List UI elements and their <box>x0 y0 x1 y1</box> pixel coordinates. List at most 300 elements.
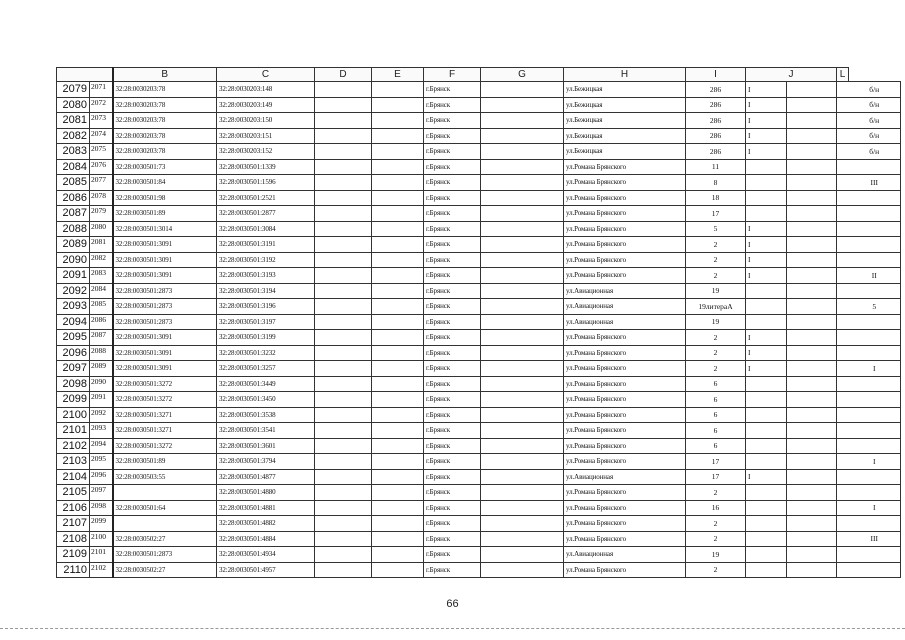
cell-l-spacer[interactable] <box>837 392 849 408</box>
cadastral-number-cell[interactable]: 32:28:0030501:3191 <box>217 237 315 253</box>
seq-number-cell[interactable]: 2101 <box>90 547 113 563</box>
cadastral-number-cell[interactable]: 32:28:0030501:3084 <box>217 221 315 237</box>
cell-e[interactable] <box>372 485 424 501</box>
cell-e[interactable] <box>372 361 424 377</box>
house-number-cell[interactable]: 6 <box>686 438 746 454</box>
seq-number-cell[interactable]: 2088 <box>90 345 113 361</box>
cadastral-number-cell[interactable]: 32:28:0030501:3194 <box>217 283 315 299</box>
city-cell[interactable]: г.Брянск <box>424 221 481 237</box>
cadastral-number-cell[interactable]: 32:28:0030501:3449 <box>217 376 315 392</box>
cell-g[interactable] <box>481 299 564 315</box>
city-cell[interactable]: г.Брянск <box>424 345 481 361</box>
row-number-cell[interactable]: 2101 <box>57 423 90 439</box>
cell-k[interactable] <box>787 314 837 330</box>
cadastral-parent-cell[interactable]: 32:28:0030501:3271 <box>113 423 217 439</box>
street-cell[interactable]: ул.Романа Брянского <box>564 376 686 392</box>
seq-number-cell[interactable]: 2073 <box>90 113 113 129</box>
cell-d[interactable] <box>315 221 372 237</box>
house-number-cell[interactable]: 2 <box>686 361 746 377</box>
city-cell[interactable]: г.Брянск <box>424 190 481 206</box>
cell-l[interactable] <box>849 392 901 408</box>
cell-l-spacer[interactable] <box>837 423 849 439</box>
cell-e[interactable] <box>372 407 424 423</box>
cadastral-parent-cell[interactable]: 32:28:0030501:3272 <box>113 392 217 408</box>
cell-l-spacer[interactable] <box>837 299 849 315</box>
cell-g[interactable] <box>481 221 564 237</box>
column-header-i[interactable]: I <box>686 68 746 82</box>
cell-l[interactable]: б/н <box>849 128 901 144</box>
cell-j[interactable] <box>746 159 787 175</box>
cell-d[interactable] <box>315 438 372 454</box>
cadastral-parent-cell[interactable]: 32:28:0030501:3091 <box>113 330 217 346</box>
cell-e[interactable] <box>372 144 424 160</box>
cell-g[interactable] <box>481 407 564 423</box>
row-number-cell[interactable]: 2106 <box>57 500 90 516</box>
row-number-cell[interactable]: 2103 <box>57 454 90 470</box>
cell-l-spacer[interactable] <box>837 469 849 485</box>
city-cell[interactable]: г.Брянск <box>424 128 481 144</box>
cell-j[interactable] <box>746 531 787 547</box>
cell-k[interactable] <box>787 144 837 160</box>
cell-g[interactable] <box>481 175 564 191</box>
cell-d[interactable] <box>315 361 372 377</box>
house-number-cell[interactable]: 19 <box>686 283 746 299</box>
cell-k[interactable] <box>787 175 837 191</box>
row-number-cell[interactable]: 2092 <box>57 283 90 299</box>
cell-e[interactable] <box>372 268 424 284</box>
cell-g[interactable] <box>481 252 564 268</box>
cell-l[interactable]: III <box>849 531 901 547</box>
cadastral-parent-cell[interactable]: 32:28:0030501:3091 <box>113 361 217 377</box>
column-header-d[interactable]: D <box>315 68 372 82</box>
house-number-cell[interactable]: 8 <box>686 175 746 191</box>
cell-k[interactable] <box>787 283 837 299</box>
cell-g[interactable] <box>481 361 564 377</box>
cadastral-parent-cell[interactable]: 32:28:0030501:89 <box>113 454 217 470</box>
row-number-cell[interactable]: 2097 <box>57 361 90 377</box>
cell-d[interactable] <box>315 345 372 361</box>
cell-k[interactable] <box>787 190 837 206</box>
cadastral-number-cell[interactable]: 32:28:0030501:3192 <box>217 252 315 268</box>
cell-g[interactable] <box>481 485 564 501</box>
cell-l-spacer[interactable] <box>837 82 849 98</box>
street-cell[interactable]: ул.Романа Брянского <box>564 206 686 222</box>
house-number-cell[interactable]: 16 <box>686 500 746 516</box>
cell-e[interactable] <box>372 531 424 547</box>
cell-l[interactable] <box>849 438 901 454</box>
cell-l-spacer[interactable] <box>837 438 849 454</box>
cell-l[interactable]: I <box>849 361 901 377</box>
cadastral-parent-cell[interactable]: 32:28:0030502:27 <box>113 531 217 547</box>
cadastral-parent-cell[interactable]: 32:28:0030501:64 <box>113 500 217 516</box>
cell-e[interactable] <box>372 500 424 516</box>
city-cell[interactable]: г.Брянск <box>424 547 481 563</box>
cell-d[interactable] <box>315 113 372 129</box>
cell-k[interactable] <box>787 345 837 361</box>
seq-number-cell[interactable]: 2098 <box>90 500 113 516</box>
cell-l-spacer[interactable] <box>837 361 849 377</box>
cell-d[interactable] <box>315 299 372 315</box>
city-cell[interactable]: г.Брянск <box>424 500 481 516</box>
column-header-l[interactable]: L <box>837 68 849 82</box>
column-header-h[interactable]: H <box>564 68 686 82</box>
cadastral-number-cell[interactable]: 32:28:0030501:2877 <box>217 206 315 222</box>
cell-l[interactable] <box>849 314 901 330</box>
cell-d[interactable] <box>315 423 372 439</box>
street-cell[interactable]: ул.Авиационная <box>564 469 686 485</box>
cell-e[interactable] <box>372 159 424 175</box>
house-number-cell[interactable]: 2 <box>686 268 746 284</box>
cell-j[interactable]: I <box>746 113 787 129</box>
cadastral-number-cell[interactable]: 32:28:0030203:151 <box>217 128 315 144</box>
cell-l-spacer[interactable] <box>837 547 849 563</box>
street-cell[interactable]: ул.Романа Брянского <box>564 531 686 547</box>
cell-d[interactable] <box>315 516 372 532</box>
city-cell[interactable]: г.Брянск <box>424 159 481 175</box>
row-number-cell[interactable]: 2090 <box>57 252 90 268</box>
row-number-cell[interactable]: 2081 <box>57 113 90 129</box>
cell-l[interactable] <box>849 330 901 346</box>
row-number-cell[interactable]: 2091 <box>57 268 90 284</box>
cell-e[interactable] <box>372 113 424 129</box>
cadastral-number-cell[interactable]: 32:28:0030501:3794 <box>217 454 315 470</box>
cadastral-parent-cell[interactable]: 32:28:0030501:2873 <box>113 283 217 299</box>
cell-g[interactable] <box>481 438 564 454</box>
cell-e[interactable] <box>372 345 424 361</box>
seq-number-cell[interactable]: 2078 <box>90 190 113 206</box>
city-cell[interactable]: г.Брянск <box>424 376 481 392</box>
cadastral-parent-cell[interactable]: 32:28:0030501:3091 <box>113 345 217 361</box>
cell-d[interactable] <box>315 144 372 160</box>
column-header-e[interactable]: E <box>372 68 424 82</box>
row-number-cell[interactable]: 2104 <box>57 469 90 485</box>
cell-j[interactable]: I <box>746 469 787 485</box>
cell-e[interactable] <box>372 438 424 454</box>
row-number-cell[interactable]: 2109 <box>57 547 90 563</box>
cell-j[interactable]: I <box>746 330 787 346</box>
cell-g[interactable] <box>481 531 564 547</box>
cell-d[interactable] <box>315 175 372 191</box>
cell-e[interactable] <box>372 469 424 485</box>
cadastral-number-cell[interactable]: 32:28:0030203:148 <box>217 82 315 98</box>
cell-e[interactable] <box>372 516 424 532</box>
cell-j[interactable] <box>746 516 787 532</box>
cell-l-spacer[interactable] <box>837 206 849 222</box>
cell-k[interactable] <box>787 268 837 284</box>
seq-number-cell[interactable]: 2074 <box>90 128 113 144</box>
cadastral-number-cell[interactable]: 32:28:0030501:3450 <box>217 392 315 408</box>
house-number-cell[interactable]: 6 <box>686 376 746 392</box>
cadastral-parent-cell[interactable]: 32:28:0030501:98 <box>113 190 217 206</box>
cell-l[interactable]: б/н <box>849 82 901 98</box>
street-cell[interactable]: ул.Романа Брянского <box>564 268 686 284</box>
cell-d[interactable] <box>315 469 372 485</box>
row-number-cell[interactable]: 2102 <box>57 438 90 454</box>
cadastral-number-cell[interactable]: 32:28:0030501:3199 <box>217 330 315 346</box>
cell-j[interactable] <box>746 485 787 501</box>
cell-l[interactable]: II <box>849 268 901 284</box>
cell-k[interactable] <box>787 97 837 113</box>
row-number-cell[interactable]: 2087 <box>57 206 90 222</box>
seq-number-cell[interactable]: 2071 <box>90 82 113 98</box>
cadastral-parent-cell[interactable]: 32:28:0030501:89 <box>113 206 217 222</box>
cell-l-spacer[interactable] <box>837 159 849 175</box>
cadastral-parent-cell[interactable]: 32:28:0030502:27 <box>113 562 217 578</box>
cadastral-parent-cell[interactable] <box>113 516 217 532</box>
cell-e[interactable] <box>372 190 424 206</box>
cell-l[interactable]: I <box>849 500 901 516</box>
seq-number-cell[interactable]: 2089 <box>90 361 113 377</box>
cell-j[interactable] <box>746 206 787 222</box>
street-cell[interactable]: ул.Авиационная <box>564 547 686 563</box>
row-number-cell[interactable]: 2084 <box>57 159 90 175</box>
cell-l-spacer[interactable] <box>837 221 849 237</box>
row-number-cell[interactable]: 2082 <box>57 128 90 144</box>
row-number-cell[interactable]: 2083 <box>57 144 90 160</box>
cell-j[interactable]: I <box>746 82 787 98</box>
cadastral-number-cell[interactable]: 32:28:0030501:3232 <box>217 345 315 361</box>
cadastral-parent-cell[interactable]: 32:28:0030501:2873 <box>113 547 217 563</box>
cadastral-number-cell[interactable]: 32:28:0030501:3538 <box>217 407 315 423</box>
cadastral-number-cell[interactable]: 32:28:0030501:4882 <box>217 516 315 532</box>
cadastral-number-cell[interactable]: 32:28:0030203:149 <box>217 97 315 113</box>
cell-k[interactable] <box>787 206 837 222</box>
cell-j[interactable] <box>746 190 787 206</box>
cadastral-parent-cell[interactable]: 32:28:0030501:2873 <box>113 299 217 315</box>
cell-e[interactable] <box>372 175 424 191</box>
cell-e[interactable] <box>372 221 424 237</box>
cell-e[interactable] <box>372 547 424 563</box>
seq-number-cell[interactable]: 2080 <box>90 221 113 237</box>
cell-l[interactable]: 5 <box>849 299 901 315</box>
cell-l-spacer[interactable] <box>837 128 849 144</box>
street-cell[interactable]: ул.Авиационная <box>564 314 686 330</box>
seq-number-cell[interactable]: 2100 <box>90 531 113 547</box>
cell-e[interactable] <box>372 237 424 253</box>
cadastral-number-cell[interactable]: 32:28:0030501:4957 <box>217 562 315 578</box>
seq-number-cell[interactable]: 2091 <box>90 392 113 408</box>
cell-l[interactable]: I <box>849 454 901 470</box>
cell-k[interactable] <box>787 376 837 392</box>
city-cell[interactable]: г.Брянск <box>424 485 481 501</box>
city-cell[interactable]: г.Брянск <box>424 97 481 113</box>
cell-g[interactable] <box>481 423 564 439</box>
city-cell[interactable]: г.Брянск <box>424 531 481 547</box>
cell-j[interactable]: I <box>746 268 787 284</box>
cadastral-number-cell[interactable]: 32:28:0030501:4880 <box>217 485 315 501</box>
city-cell[interactable]: г.Брянск <box>424 314 481 330</box>
street-cell[interactable]: ул.Бежицкая <box>564 97 686 113</box>
seq-number-cell[interactable]: 2083 <box>90 268 113 284</box>
city-cell[interactable]: г.Брянск <box>424 423 481 439</box>
city-cell[interactable]: г.Брянск <box>424 237 481 253</box>
house-number-cell[interactable]: 2 <box>686 516 746 532</box>
cell-l-spacer[interactable] <box>837 562 849 578</box>
cell-j[interactable]: I <box>746 128 787 144</box>
cadastral-number-cell[interactable]: 32:28:0030501:3193 <box>217 268 315 284</box>
street-cell[interactable]: ул.Романа Брянского <box>564 175 686 191</box>
seq-number-cell[interactable]: 2075 <box>90 144 113 160</box>
cell-l-spacer[interactable] <box>837 407 849 423</box>
column-header-c[interactable]: C <box>217 68 315 82</box>
cadastral-parent-cell[interactable]: 32:28:0030203:78 <box>113 113 217 129</box>
cell-l[interactable] <box>849 516 901 532</box>
cadastral-parent-cell[interactable]: 32:28:0030501:3014 <box>113 221 217 237</box>
cadastral-number-cell[interactable]: 32:28:0030203:152 <box>217 144 315 160</box>
cell-k[interactable] <box>787 485 837 501</box>
cell-g[interactable] <box>481 206 564 222</box>
cell-l[interactable] <box>849 407 901 423</box>
seq-number-cell[interactable]: 2076 <box>90 159 113 175</box>
cadastral-number-cell[interactable]: 32:28:0030501:3197 <box>217 314 315 330</box>
city-cell[interactable]: г.Брянск <box>424 175 481 191</box>
cell-l-spacer[interactable] <box>837 144 849 160</box>
city-cell[interactable]: г.Брянск <box>424 407 481 423</box>
cell-k[interactable] <box>787 128 837 144</box>
house-number-cell[interactable]: 18 <box>686 190 746 206</box>
cell-l[interactable] <box>849 345 901 361</box>
cell-l-spacer[interactable] <box>837 175 849 191</box>
cell-d[interactable] <box>315 500 372 516</box>
cadastral-parent-cell[interactable]: 32:28:0030501:84 <box>113 175 217 191</box>
cell-g[interactable] <box>481 237 564 253</box>
city-cell[interactable]: г.Брянск <box>424 454 481 470</box>
cell-g[interactable] <box>481 469 564 485</box>
cell-e[interactable] <box>372 128 424 144</box>
city-cell[interactable]: г.Брянск <box>424 113 481 129</box>
city-cell[interactable]: г.Брянск <box>424 82 481 98</box>
street-cell[interactable]: ул.Романа Брянского <box>564 407 686 423</box>
seq-number-cell[interactable]: 2085 <box>90 299 113 315</box>
cell-g[interactable] <box>481 97 564 113</box>
cell-d[interactable] <box>315 128 372 144</box>
cell-l[interactable] <box>849 423 901 439</box>
cell-j[interactable] <box>746 407 787 423</box>
cadastral-number-cell[interactable]: 32:28:0030501:4934 <box>217 547 315 563</box>
house-number-cell[interactable]: 19литераА <box>686 299 746 315</box>
cell-e[interactable] <box>372 283 424 299</box>
cell-j[interactable] <box>746 175 787 191</box>
cell-l-spacer[interactable] <box>837 500 849 516</box>
cadastral-parent-cell[interactable]: 32:28:0030501:3272 <box>113 376 217 392</box>
cell-j[interactable] <box>746 423 787 439</box>
cell-e[interactable] <box>372 423 424 439</box>
cell-d[interactable] <box>315 562 372 578</box>
row-number-cell[interactable]: 2093 <box>57 299 90 315</box>
cadastral-parent-cell[interactable]: 32:28:0030501:3272 <box>113 438 217 454</box>
house-number-cell[interactable]: 17 <box>686 469 746 485</box>
house-number-cell[interactable]: 286 <box>686 128 746 144</box>
cell-d[interactable] <box>315 485 372 501</box>
house-number-cell[interactable]: 2 <box>686 330 746 346</box>
street-cell[interactable]: ул.Бежицкая <box>564 144 686 160</box>
cell-g[interactable] <box>481 500 564 516</box>
seq-number-cell[interactable]: 2079 <box>90 206 113 222</box>
cadastral-parent-cell[interactable]: 32:28:0030203:78 <box>113 82 217 98</box>
cell-j[interactable]: I <box>746 361 787 377</box>
cadastral-parent-cell[interactable]: 32:28:0030501:73 <box>113 159 217 175</box>
row-number-cell[interactable]: 2107 <box>57 516 90 532</box>
cadastral-number-cell[interactable]: 32:28:0030203:150 <box>217 113 315 129</box>
cadastral-parent-cell[interactable]: 32:28:0030203:78 <box>113 144 217 160</box>
cell-l-spacer[interactable] <box>837 237 849 253</box>
cell-l-spacer[interactable] <box>837 454 849 470</box>
cell-d[interactable] <box>315 314 372 330</box>
street-cell[interactable]: ул.Романа Брянского <box>564 361 686 377</box>
seq-number-cell[interactable]: 2095 <box>90 454 113 470</box>
cadastral-parent-cell[interactable]: 32:28:0030501:3271 <box>113 407 217 423</box>
cell-j[interactable]: I <box>746 345 787 361</box>
cell-j[interactable] <box>746 392 787 408</box>
house-number-cell[interactable]: 6 <box>686 392 746 408</box>
city-cell[interactable]: г.Брянск <box>424 252 481 268</box>
cell-g[interactable] <box>481 159 564 175</box>
cadastral-number-cell[interactable]: 32:28:0030501:4877 <box>217 469 315 485</box>
cell-k[interactable] <box>787 252 837 268</box>
cell-d[interactable] <box>315 159 372 175</box>
cell-j[interactable] <box>746 454 787 470</box>
row-number-cell[interactable]: 2108 <box>57 531 90 547</box>
seq-number-cell[interactable]: 2097 <box>90 485 113 501</box>
cell-g[interactable] <box>481 392 564 408</box>
seq-number-cell[interactable]: 2077 <box>90 175 113 191</box>
seq-number-cell[interactable]: 2087 <box>90 330 113 346</box>
cell-k[interactable] <box>787 562 837 578</box>
cell-j[interactable] <box>746 376 787 392</box>
seq-number-cell[interactable]: 2093 <box>90 423 113 439</box>
cell-d[interactable] <box>315 237 372 253</box>
cell-l[interactable]: б/н <box>849 97 901 113</box>
cell-j[interactable]: I <box>746 252 787 268</box>
street-cell[interactable]: ул.Романа Брянского <box>564 485 686 501</box>
cell-l-spacer[interactable] <box>837 516 849 532</box>
city-cell[interactable]: г.Брянск <box>424 469 481 485</box>
city-cell[interactable]: г.Брянск <box>424 268 481 284</box>
cell-e[interactable] <box>372 97 424 113</box>
cell-j[interactable]: I <box>746 97 787 113</box>
row-number-cell[interactable]: 2094 <box>57 314 90 330</box>
cell-d[interactable] <box>315 547 372 563</box>
cell-d[interactable] <box>315 531 372 547</box>
house-number-cell[interactable]: 2 <box>686 252 746 268</box>
cell-l[interactable]: III <box>849 175 901 191</box>
row-number-cell[interactable]: 2096 <box>57 345 90 361</box>
cell-k[interactable] <box>787 113 837 129</box>
cell-e[interactable] <box>372 314 424 330</box>
house-number-cell[interactable]: 19 <box>686 314 746 330</box>
cell-g[interactable] <box>481 454 564 470</box>
seq-number-cell[interactable]: 2072 <box>90 97 113 113</box>
cell-j[interactable]: I <box>746 237 787 253</box>
cell-e[interactable] <box>372 82 424 98</box>
city-cell[interactable]: г.Брянск <box>424 144 481 160</box>
house-number-cell[interactable]: 2 <box>686 531 746 547</box>
cell-k[interactable] <box>787 392 837 408</box>
street-cell[interactable]: ул.Романа Брянского <box>564 392 686 408</box>
cadastral-parent-cell[interactable]: 32:28:0030501:3091 <box>113 268 217 284</box>
cell-e[interactable] <box>372 376 424 392</box>
street-cell[interactable]: ул.Романа Брянского <box>564 345 686 361</box>
cadastral-parent-cell[interactable] <box>113 485 217 501</box>
cell-d[interactable] <box>315 190 372 206</box>
seq-number-cell[interactable]: 2102 <box>90 562 113 578</box>
cell-l[interactable] <box>849 221 901 237</box>
cell-d[interactable] <box>315 392 372 408</box>
cell-d[interactable] <box>315 283 372 299</box>
cell-l[interactable]: б/н <box>849 144 901 160</box>
row-number-cell[interactable]: 2089 <box>57 237 90 253</box>
seq-number-cell[interactable]: 2094 <box>90 438 113 454</box>
